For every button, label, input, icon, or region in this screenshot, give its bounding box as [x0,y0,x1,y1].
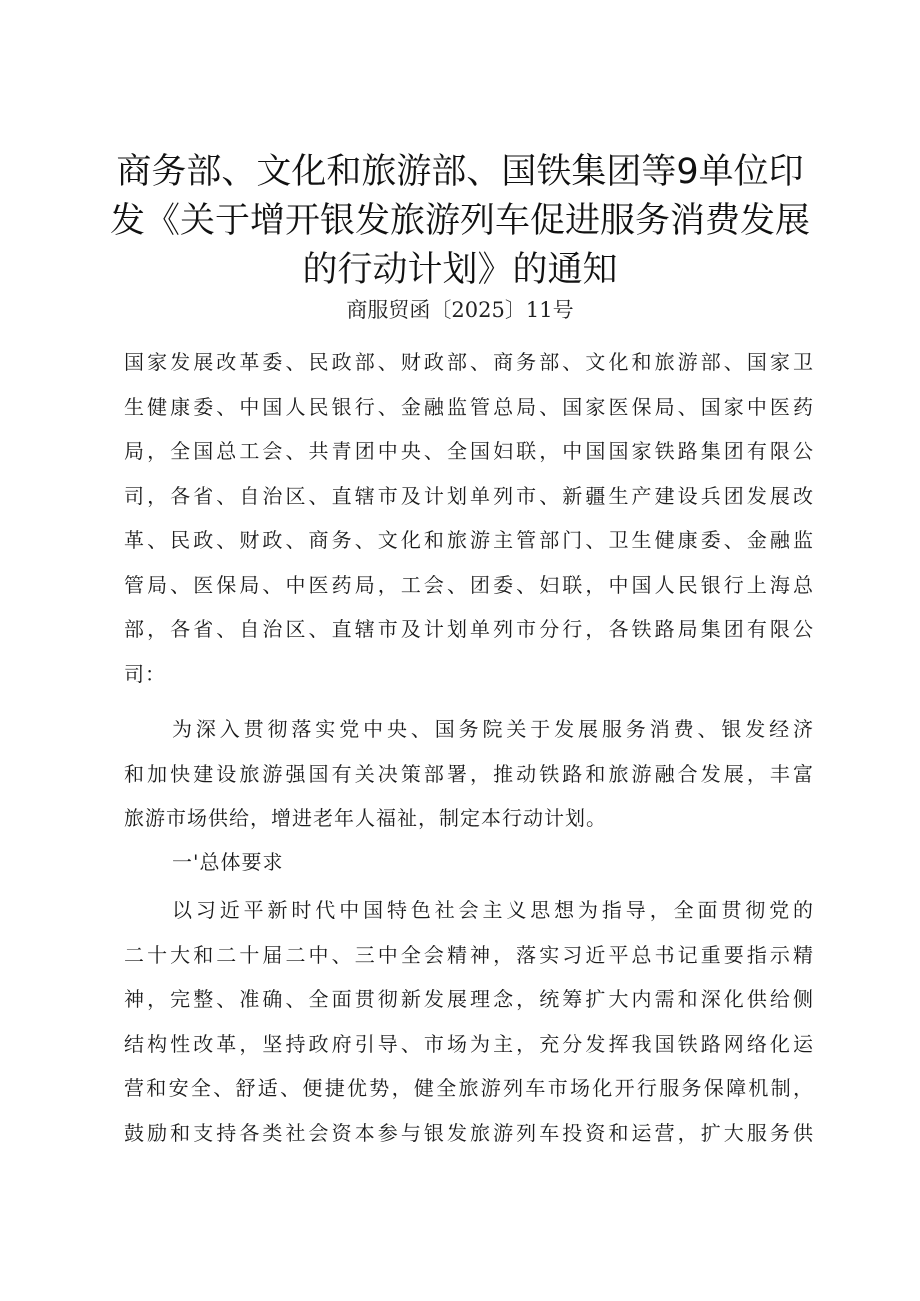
paragraph-line: 二十大和二十届二中、三中全会精神，落实习近平总书记重要指示精 [124,942,814,967]
addressee-line: 局，全国总工会、共青团中央、全国妇联，中国国家铁路集团有限公 [124,439,814,463]
addressee-line: 生健康委、中国人民银行、金融监管总局、国家医保局、国家中医药 [124,394,814,419]
document-number: 商服贸函〔2025〕11号 [346,298,574,322]
addressee-line: 管局、医保局、中医药局，工会、团委、妇联，中国人民银行上海总 [124,572,814,597]
paragraph-line: 旅游市场供给，增进老年人福祉，制定本行动计划。 [124,806,607,830]
paragraph-line: 结构性改革，坚持政府引导、市场为主，充分发挥我国铁路网络化运 [124,1031,814,1056]
addressee-line: 国家发展改革委、民政部、财政部、商务部、文化和旅游部、国家卫 [124,350,814,374]
addressee-line: 司： [124,661,166,686]
title-line: 商务部、文化和旅游部、国铁集团等9单位印 [116,152,804,192]
addressee-line: 部，各省、自治区、直辖市及计划单列市分行，各铁路局集团有限公 [124,617,814,641]
addressee-line: 司，各省、自治区、直辖市及计划单列市、新疆生产建设兵团发展改 [124,483,814,508]
section-paragraph [124,888,814,1155]
paragraph-line: 神，完整、准确、全面贯彻新发展理念，统筹扩大内需和深化供给侧 [124,987,814,1011]
intro-paragraph [124,707,814,841]
title-line: 的行动计划》的通知 [302,250,618,290]
addressee-block [124,340,814,696]
paragraph-line: 营和安全、舒适、便捷优势，健全旅游列车市场化开行服务保障机制， [124,1076,814,1100]
paragraph-line: 鼓励和支持各类社会资本参与银发旅游列车投资和运营，扩大服务供 [124,1120,814,1145]
document-title [100,148,820,295]
section-heading: 一'总体要求 [172,850,284,874]
paragraph-line: 以习近平新时代中国特色社会主义思想为指导，全面贯彻党的 [172,898,814,922]
title-line: 发《关于增开银发旅游列车促进服务消费发展 [109,201,810,241]
paragraph-line: 为深入贯彻落实党中央、国务院关于发展服务消费、银发经济 [172,717,814,741]
paragraph-line: 和加快建设旅游强国有关决策部署，推动铁路和旅游融合发展，丰富 [124,761,814,786]
addressee-line: 革、民政、财政、商务、文化和旅游主管部门、卫生健康委、金融监 [124,528,814,552]
